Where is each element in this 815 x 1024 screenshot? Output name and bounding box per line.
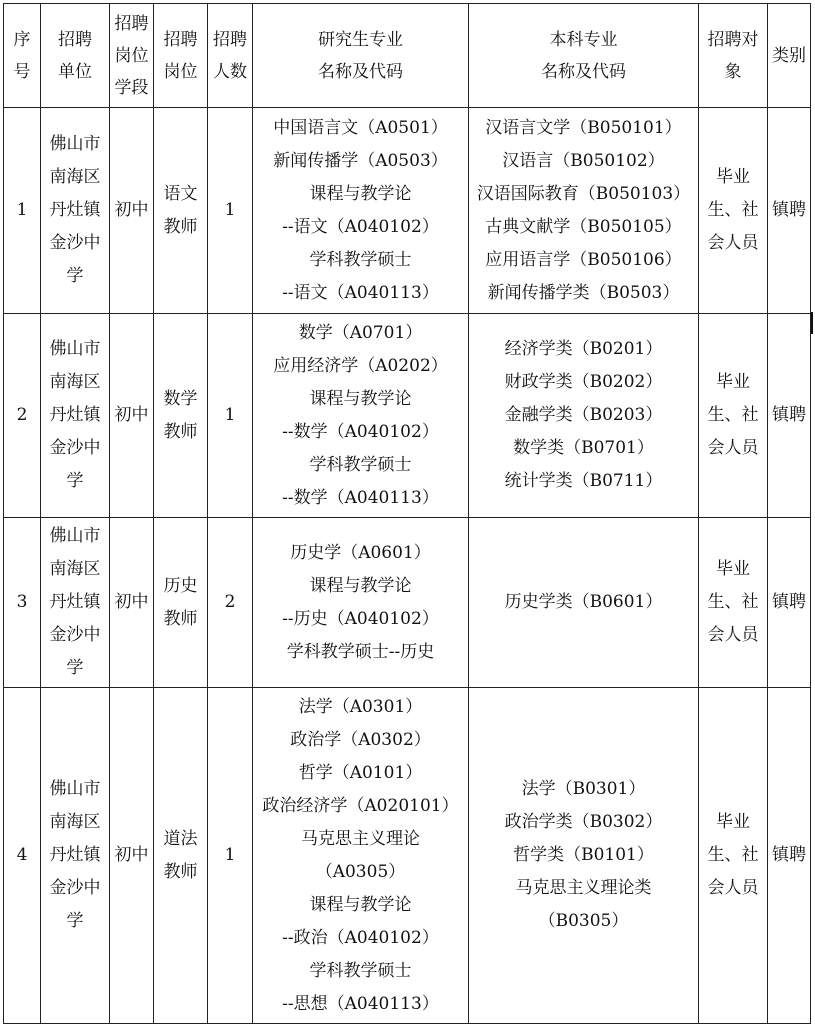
cell-undergrad-major [469, 518, 699, 688]
grad-major-item: --思想（A040113） [282, 993, 439, 1014]
cell-grad-major [253, 314, 469, 518]
grad-major-item: 数学（A0701） [298, 322, 423, 343]
grad-major-item: 法学（A0301） [298, 696, 423, 717]
cell-stage: 初中 [110, 108, 154, 314]
undergrad-major-item: （B0305） [538, 911, 629, 931]
cell-target: 毕业 生、社 会人员 [699, 688, 768, 1024]
cell-unit: 佛山市 南海区 丹灶镇 金沙中 学 [41, 518, 110, 688]
cell-target: 毕业 生、社 会人员 [699, 518, 768, 688]
cell-stage: 初中 [110, 688, 154, 1024]
table-row [4, 314, 811, 518]
cell-count: 1 [208, 688, 253, 1024]
header-post: 招聘 岗位 [154, 4, 208, 108]
grad-major-item: --历史（A040102） [282, 608, 439, 629]
cell-no: 1 [4, 108, 41, 314]
undergrad-major-item: 历史学类（B0601） [504, 592, 663, 612]
cell-count: 1 [208, 108, 253, 314]
cell-unit: 佛山市 南海区 丹灶镇 金沙中 学 [41, 108, 110, 314]
cell-grad-major [253, 518, 469, 688]
undergrad-major-item: 汉语言（B050102） [502, 150, 665, 171]
cell-grad-major [253, 688, 469, 1024]
cell-post: 历史 教师 [154, 518, 208, 688]
grad-major-item: 哲学（A0101） [298, 762, 423, 783]
grad-major-item: --语文（A040113） [282, 282, 439, 303]
cell-target: 毕业 生、社 会人员 [699, 314, 768, 518]
grad-major-item: 历史学（A0601） [290, 542, 431, 563]
undergrad-major-item: 古典文献学（B050105） [485, 216, 682, 237]
grad-major-item: 课程与教学论 [309, 388, 412, 409]
cell-undergrad-major [469, 314, 699, 518]
grad-major-item: 学科教学硕士 [309, 960, 412, 981]
header-row [4, 4, 811, 108]
grad-major-item: 学科教学硕士--历史 [286, 641, 435, 662]
header-undergrad-major: 本科专业 名称及代码 [469, 4, 699, 108]
cell-unit: 佛山市 南海区 丹灶镇 金沙中 学 [41, 688, 110, 1024]
cell-count: 1 [208, 314, 253, 518]
undergrad-major-item: 哲学类（B0101） [513, 845, 654, 865]
grad-major-item: 政治经济学（A020101） [262, 795, 459, 816]
undergrad-major-item: 数学类（B0701） [513, 438, 654, 458]
cell-type: 镇聘 [768, 108, 811, 314]
cell-target: 毕业 生、社 会人员 [699, 108, 768, 314]
table-row [4, 518, 811, 688]
grad-major-item: 学科教学硕士 [309, 249, 412, 270]
cell-type: 镇聘 [768, 518, 811, 688]
cell-post: 道法 教师 [154, 688, 208, 1024]
cell-undergrad-major [469, 688, 699, 1024]
undergrad-major-item: 汉语言文学（B050101） [485, 117, 682, 138]
cell-no: 3 [4, 518, 41, 688]
cell-stage: 初中 [110, 314, 154, 518]
cell-undergrad-major [469, 108, 699, 314]
header-target: 招聘对 象 [699, 4, 768, 108]
grad-major-item: 课程与教学论 [309, 183, 412, 204]
header-grad-major: 研究生专业 名称及代码 [253, 4, 469, 108]
grad-major-item: （A0305） [315, 861, 406, 882]
grad-major-item: 政治学（A0302） [290, 729, 431, 750]
cell-type: 镇聘 [768, 688, 811, 1024]
grad-major-item: 学科教学硕士 [309, 454, 412, 475]
grad-major-item: 课程与教学论 [309, 575, 412, 596]
undergrad-major-item: 政治学类（B0302） [504, 812, 663, 832]
cell-post: 语文 教师 [154, 108, 208, 314]
undergrad-major-item: 法学（B0301） [521, 779, 646, 799]
cell-stage: 初中 [110, 518, 154, 688]
grad-major-item: 应用经济学（A0202） [273, 355, 448, 376]
undergrad-major-item: 汉语国际教育（B050103） [476, 183, 691, 204]
header-unit: 招聘 单位 [41, 4, 110, 108]
grad-major-item: --数学（A040102） [282, 421, 439, 442]
text-cursor [811, 312, 813, 334]
cell-unit: 佛山市 南海区 丹灶镇 金沙中 学 [41, 314, 110, 518]
cell-no: 4 [4, 688, 41, 1024]
undergrad-major-item: 财政学类（B0202） [504, 372, 663, 392]
recruitment-table [3, 3, 811, 1024]
undergrad-major-item: 马克思主义理论类 [515, 878, 652, 898]
header-count: 招聘 人数 [208, 4, 253, 108]
table-row [4, 108, 811, 314]
table-row [4, 688, 811, 1024]
grad-major-item: 马克思主义理论 [301, 828, 420, 849]
cell-post: 数学 教师 [154, 314, 208, 518]
grad-major-item: --语文（A040102） [282, 216, 439, 237]
header-type: 类别 [768, 4, 811, 108]
undergrad-major-item: 统计学类（B0711） [504, 471, 663, 491]
grad-major-item: 中国语言文（A0501） [273, 117, 448, 138]
grad-major-item: --政治（A040102） [282, 927, 439, 948]
header-stage: 招聘 岗位 学段 [110, 4, 154, 108]
grad-major-item: 新闻传播学（A0503） [273, 150, 448, 171]
cell-type: 镇聘 [768, 314, 811, 518]
undergrad-major-item: 经济学类（B0201） [504, 339, 663, 359]
grad-major-item: --数学（A040113） [282, 487, 439, 508]
cell-count: 2 [208, 518, 253, 688]
cell-no: 2 [4, 314, 41, 518]
undergrad-major-item: 应用语言学（B050106） [485, 249, 682, 270]
undergrad-major-item: 金融学类（B0203） [504, 405, 663, 425]
header-no: 序 号 [4, 4, 41, 108]
cell-grad-major [253, 108, 469, 314]
undergrad-major-item: 新闻传播学类（B0503） [487, 282, 680, 303]
grad-major-item: 课程与教学论 [309, 894, 412, 915]
